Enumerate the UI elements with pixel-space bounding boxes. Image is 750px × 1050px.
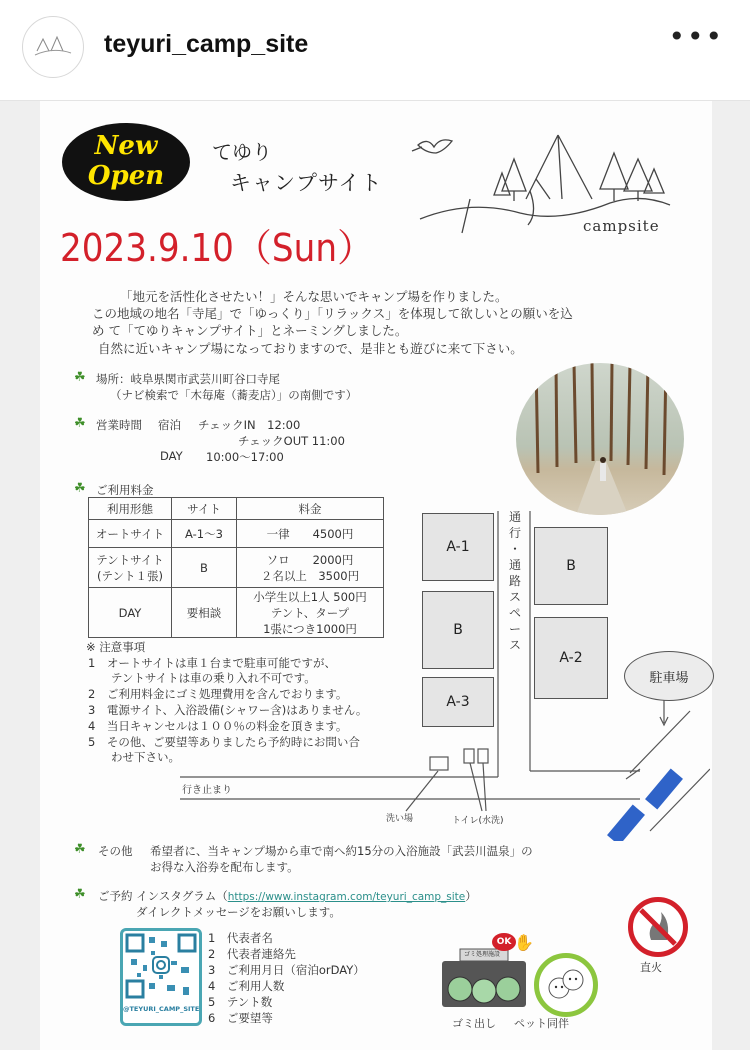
fees-cell: テントサイト	[96, 552, 164, 567]
garbage-label: ゴミ出し	[452, 1017, 496, 1030]
garbage-sign-text: ゴミ処理施設	[464, 951, 501, 958]
badge-line2: Open	[87, 161, 165, 191]
reserve-item: 5 テント数	[208, 995, 273, 1009]
hours-day: DAY	[160, 449, 183, 463]
no-open-fire-icon	[628, 897, 688, 957]
more-options-icon[interactable]: •••	[668, 20, 724, 53]
fees-cell: ２名以上 3500円	[260, 568, 360, 583]
instagram-link[interactable]: https://www.instagram.com/teyuri_camp_site	[227, 891, 466, 903]
fees-cell: オートサイト	[89, 520, 172, 548]
title-line2: キャンプサイト	[230, 171, 383, 195]
clover-icon: ☘	[74, 887, 86, 902]
pet-friendly-icon	[534, 953, 598, 1017]
map-site-b-right: B	[534, 527, 608, 605]
hours-checkin: チェックIN 12:00	[198, 418, 301, 432]
map-parking: 駐車場	[624, 651, 714, 701]
fees-header-type: 利用形態	[89, 498, 172, 520]
fees-cell: テント、タープ	[270, 605, 350, 620]
forest-photo-icon	[516, 363, 684, 515]
clover-icon: ☘	[74, 416, 86, 431]
qr-code-icon	[123, 931, 199, 1001]
map-site-a1: A-1	[422, 513, 494, 581]
note-item: テントサイトは車の乗り入れ不可です。	[88, 671, 316, 685]
hours-stay: 宿泊	[158, 418, 181, 432]
username[interactable]: teyuri_camp_site	[104, 30, 309, 58]
note-item: 5 その他、ご要望等ありましたら予約時にお問い合	[88, 735, 360, 749]
reserve-item: 2 代表者連絡先	[208, 947, 296, 961]
intro-line3: め て「てゆりキャンプサイト」とネーミングしました。	[92, 323, 408, 338]
map-toilet: トイレ(水洗)	[452, 816, 504, 826]
title-line1: てゆり	[212, 140, 272, 164]
reserve-item: 4 ご利用人数	[208, 979, 285, 993]
open-date: 2023.9.10（Sun）	[60, 226, 375, 270]
fees-cell: 1張につき1000円	[263, 621, 357, 636]
clover-icon: ☘	[74, 481, 86, 496]
logo-mini-icon	[33, 33, 73, 59]
flyer	[40, 101, 712, 1050]
no-fire-label: 直火	[640, 961, 662, 974]
intro-line4: 自然に近いキャンプ場になっておりますので、是非とも遊びに来て下さい。	[98, 341, 523, 356]
hours-day-time: 10:00〜17:00	[206, 450, 284, 464]
location-label: 場所：岐阜県関市武芸川町谷口寺尾	[96, 372, 280, 386]
note-item: 1 オートサイトは車１台まで駐車可能ですが、	[88, 656, 337, 670]
fees-cell: A-1〜3	[172, 520, 237, 548]
other-label: その他	[98, 844, 133, 858]
hours-label: 営業時間	[96, 418, 142, 432]
fees-header-price: 料金	[237, 498, 384, 520]
fees-cell: DAY	[89, 588, 172, 638]
qr-code[interactable]	[120, 928, 202, 1026]
map-site-b-left: B	[422, 591, 494, 669]
fees-title: ご利用料金	[96, 483, 154, 497]
reserve-item: 3 ご利用月日（宿泊orDAY）	[208, 963, 365, 977]
post-image[interactable]	[0, 101, 750, 1050]
qr-caption: @TEYURI_CAMP_SITE	[123, 1005, 200, 1013]
teyuri-logo-icon	[410, 129, 710, 239]
note-item: 3 電源サイト、入浴設備(シャワー含)はありません。	[88, 703, 368, 717]
map-wash-area: 洗い場	[386, 814, 414, 824]
map-site-a3: A-3	[422, 677, 494, 727]
post-header	[0, 0, 750, 101]
fire-icon	[633, 902, 683, 952]
map-site-a2: A-2	[534, 617, 608, 699]
note-item: わせ下さい。	[88, 750, 180, 764]
other-line2: お得な入浴券を配布します。	[150, 860, 299, 874]
reserve-method: インスタグラム（	[136, 889, 228, 903]
reserve-dm: ダイレクトメッセージをお願いします。	[136, 905, 341, 919]
other-line1: 希望者に、当キャンプ場から車で南へ約15分の入浴施設「武芸川温泉」の	[150, 844, 533, 858]
reserve-close: ）	[465, 889, 477, 903]
new-open-badge	[62, 123, 190, 201]
intro-line1: 「地元を活性化させたい！」そんな思いでキャンプ場を作りました。	[120, 289, 508, 304]
note-item: 2 ご利用料金にゴミ処理費用を含んでおります。	[88, 687, 348, 701]
clover-icon: ☘	[74, 370, 86, 385]
location-note: （ナビ検索で「木毎庵（蕎麦店）」の南側です）	[110, 388, 358, 402]
hours-checkout: チェックOUT 11:00	[238, 434, 345, 448]
fees-cell: 小学生以上1人 500円	[253, 589, 367, 604]
profile-avatar[interactable]	[22, 16, 84, 78]
fees-cell: 一律 4500円	[237, 520, 384, 548]
badge-line1: New	[94, 131, 158, 161]
map-road-label: 通 行 ・ 通 路 ス ペ ー ス	[508, 510, 521, 652]
map-dead-end: 行き止まり	[182, 785, 232, 796]
intro-line2: この地域の地名「寺尾」で「ゆっくり」「リラックス」を体現して欲しいとの願いを込	[92, 306, 573, 321]
clover-icon: ☘	[74, 842, 86, 857]
fees-header-site: サイト	[172, 498, 237, 520]
reserve-item: 6 ご要望等	[208, 1011, 273, 1025]
ok-badge-icon: OK ✋	[492, 933, 528, 957]
reserve-label: ご予約	[98, 889, 133, 903]
logo-campsite-text: campsite	[583, 217, 660, 235]
fees-cell: 要相談	[172, 588, 237, 638]
reserve-item: 1 代表者名	[208, 931, 273, 945]
note-item: 4 当日キャンセルは１００％の料金を頂きます。	[88, 719, 348, 733]
fees-cell: (テント１張)	[97, 568, 163, 583]
forest-photo	[516, 363, 684, 515]
fees-cell: ソロ 2000円	[266, 552, 354, 567]
notes-title: ※ 注意事項	[86, 640, 146, 654]
fees-cell: B	[172, 548, 237, 588]
pets-label: ペット同伴	[514, 1017, 569, 1030]
